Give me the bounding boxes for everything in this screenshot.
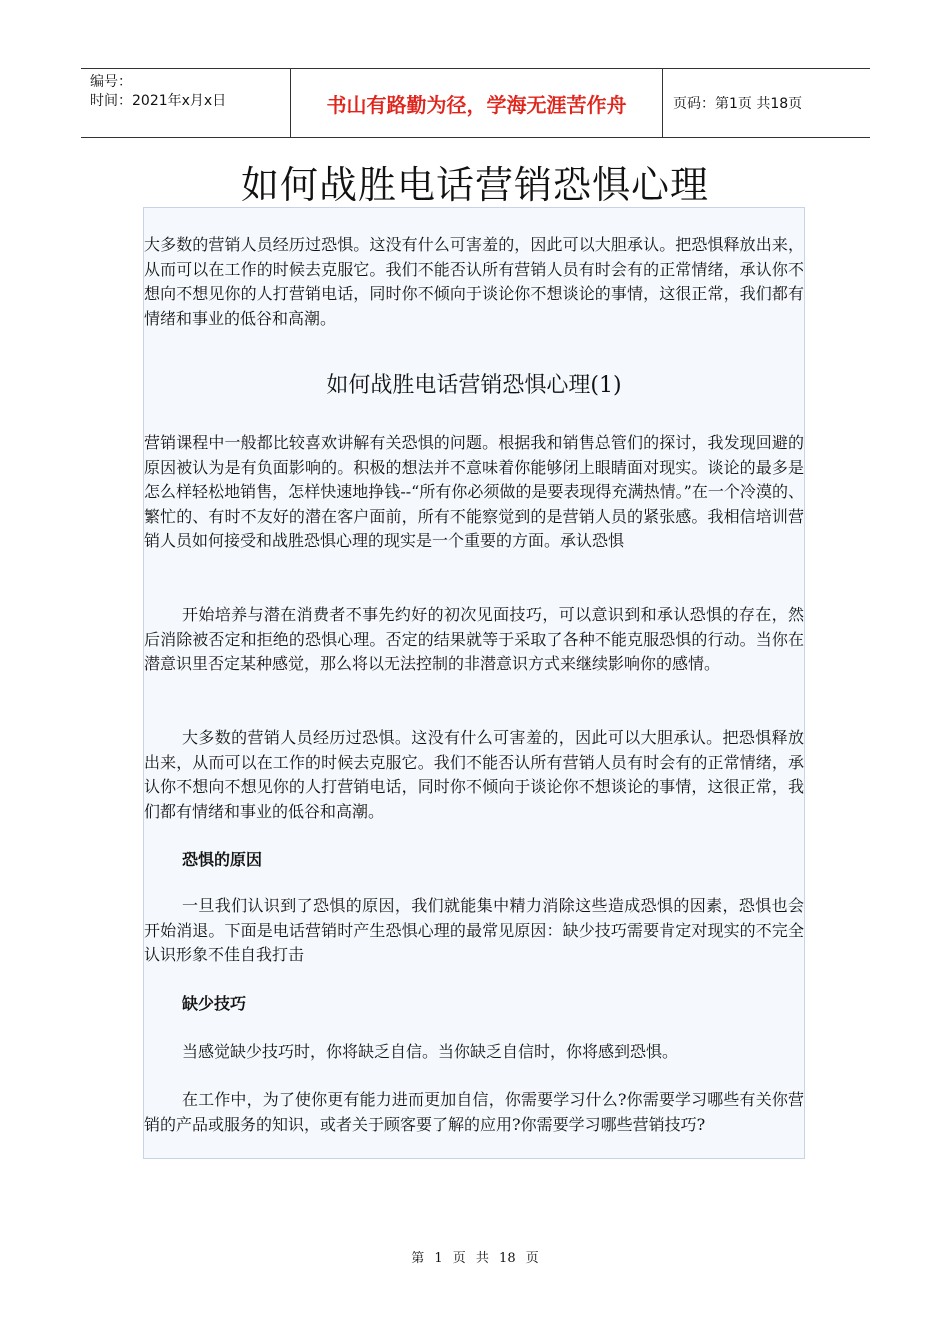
time-label: 时间：2021年x月x日: [90, 93, 227, 109]
paragraph-1: 营销课程中一般都比较喜欢讲解有关恐惧的问题。根据我和销售总管们的探讨，我发现回避的原因被认为是有负面影响的。积极的想法并不意味着你能够闭上眼睛面对现实。谈论的最多是怎么样轻松地销售，怎样快速地挣钱--“所有你必须做的是要表现得充满热情。”在一个冷漠的、繁忙的、有时不友好的潜在客户面前，所有不能察觉到的是营销人员的紧张感。我相信培训营销人员如何接受和战胜恐惧心理的现实是一个重要的方面。承认恐惧: [144, 433, 804, 550]
header-page-info: 页码：第1页 共18页: [673, 96, 803, 112]
content-box: [143, 207, 805, 1159]
header-meta: [81, 69, 291, 137]
header-table: [81, 68, 870, 138]
intro-paragraph: 大多数的营销人员经历过恐惧。这没有什么可害羞的，因此可以大胆承认。把恐惧释放出来，从而可以在工作的时候去克服它。我们不能否认所有营销人员有时会有的正常情绪，承认你不想向不想见你的人打营销电话，同时你不倾向于谈论你不想谈论的事情，这很正常，我们都有情绪和事业的低谷和高潮。: [144, 235, 804, 328]
number-label: 编号：: [90, 74, 132, 90]
section-subtitle: 如何战胜电话营销恐惧心理(1): [326, 373, 622, 398]
document-title: 如何战胜电话营销恐惧心理: [240, 163, 709, 207]
page-footer: 第 1 页 共 18 页: [411, 1251, 539, 1266]
paragraph-3: 大多数的营销人员经历过恐惧。这没有什么可害羞的，因此可以大胆承认。把恐惧释放出来，从而可以在工作的时候去克服它。我们不能否认所有营销人员有时会有的正常情绪，承认你不想向不想见你的人打营销电话，同时你不倾向于谈论你不想谈论的事情，这很正常，我们都有情绪和事业的低谷和高潮。: [144, 728, 804, 821]
paragraph-4: 一旦我们认识到了恐惧的原因，我们就能集中精力消除这些造成恐惧的因素，恐惧也会开始消退。下面是电话营销时产生恐惧心理的最常见原因：缺少技巧需要肯定对现实的不完全认识形象不佳自我打击: [144, 896, 804, 964]
paragraph-5: 当感觉缺少技巧时，你将缺乏自信。当你缺乏自信时，你将感到恐惧。: [182, 1042, 679, 1061]
header-motto: 书山有路勤为径，学海无涯苦作舟: [291, 69, 663, 137]
paragraph-2: 开始培养与潜在消费者不事先约好的初次见面技巧，可以意识到和承认恐惧的存在，然后消除被否定和拒绝的恐惧心理。否定的结果就等于采取了各种不能克服恐惧的行动。当你在潜意识里否定某种感觉，那么将以无法控制的非潜意识方式来继续影响你的感情。: [144, 605, 804, 673]
heading-lack-of-skills: 缺少技巧: [182, 994, 247, 1013]
paragraph-6: 在工作中，为了使你更有能力进而更加自信，你需要学习什么?你需要学习哪些有关你营销的产品或服务的知识，或者关于顾客要了解的应用?你需要学习哪些营销技巧?: [144, 1090, 804, 1134]
heading-fear-causes: 恐惧的原因: [182, 850, 263, 869]
